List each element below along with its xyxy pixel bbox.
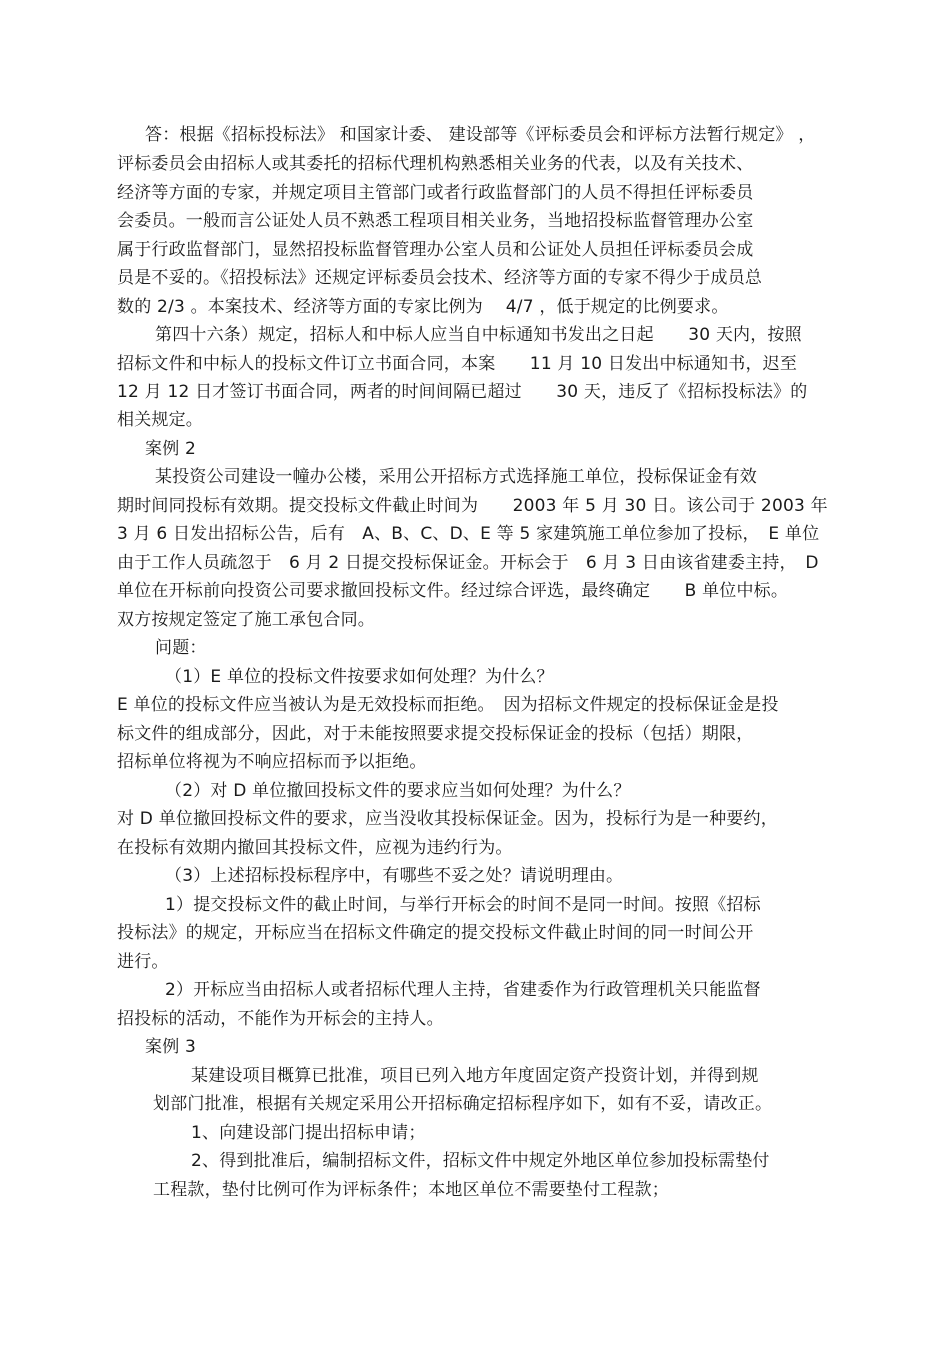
text-line: 2、得到批准后，编制招标文件，招标文件中规定外地区单位参加投标需垫付 xyxy=(191,1151,770,1171)
text-line: 招标文件和中标人的投标文件订立书面合同，本案 11 月 10 日发出中标通知书，迟至 xyxy=(117,354,798,374)
text-line: 数的 2/3 。本案技术、经济等方面的专家比例为 4/7 ，低于规定的比例要求。 xyxy=(117,297,729,317)
text-line: 相关规定。 xyxy=(117,410,203,430)
text-line: 第四十六条）规定，招标人和中标人应当自中标通知书发出之日起 30 天内，按照 xyxy=(155,325,802,345)
text-line: 1）提交投标文件的截止时间，与举行开标会的时间不是同一时间。按照《招标 xyxy=(165,895,761,915)
text-line: 会委员。一般而言公证处人员不熟悉工程项目相关业务，当地招投标监督管理办公室 xyxy=(117,211,754,231)
text-line: 2）开标应当由招标人或者招标代理人主持，省建委作为行政管理机关只能监督 xyxy=(165,980,761,1000)
text-line: 问题： xyxy=(155,638,207,658)
text-line: 答：根据《招标投标法》 和国家计委、 建设部等《评标委员会和评标方法暂行规定》 ， xyxy=(145,125,816,145)
section-heading: 案例 3 xyxy=(145,1037,197,1057)
text-line: 属于行政监督部门，显然招投标监督管理办公室人员和公证处人员担任评标委员会成 xyxy=(117,240,754,260)
text-line: 招标单位将视为不响应招标而予以拒绝。 xyxy=(117,752,427,772)
text-line: 经济等方面的专家，并规定项目主管部门或者行政监督部门的人员不得担任评标委员 xyxy=(117,183,754,203)
text-line: 单位在开标前向投资公司要求撤回投标文件。经过综合评选，最终确定 B 单位中标。 xyxy=(117,581,789,601)
text-line: 某投资公司建设一幢办公楼，采用公开招标方式选择施工单位，投标保证金有效 xyxy=(155,467,757,487)
text-line: 员是不妥的。《招投标法》还规定评标委员会技术、经济等方面的专家不得少于成员总 xyxy=(117,268,763,288)
text-line: 1、向建设部门提出招标申请； xyxy=(191,1123,426,1143)
text-line: 招投标的活动，不能作为开标会的主持人。 xyxy=(117,1009,444,1029)
text-line: 12 月 12 日才签订书面合同，两者的时间间隔已超过 30 天，违反了《招标投标法》的 xyxy=(117,382,808,402)
text-line: 由于工作人员疏忽于 6 月 2 日提交投标保证金。开标会于 6 月 3 日由该省建委主持， D xyxy=(117,553,819,573)
text-line: 划部门批准，根据有关规定采用公开招标确定招标程序如下，如有不妥，请改正。 xyxy=(153,1094,773,1114)
section-heading: 案例 2 xyxy=(145,439,197,459)
text-line: 双方按规定签定了施工承包合同。 xyxy=(117,610,375,630)
text-line: 评标委员会由招标人或其委托的招标代理机构熟悉相关业务的代表，以及有关技术、 xyxy=(117,154,754,174)
text-line: 期时间同投标有效期。提交投标文件截止时间为 2003 年 5 月 30 日。该公司于 2003 年 xyxy=(117,496,828,516)
text-line: 标文件的组成部分，因此，对于未能按照要求提交投标保证金的投标（包括）期限， xyxy=(117,724,754,744)
text-line: 在投标有效期内撤回其投标文件，应视为违约行为。 xyxy=(117,838,513,858)
text-line: E 单位的投标文件应当被认为是无效投标而拒绝。 因为招标文件规定的投标保证金是投 xyxy=(117,695,779,715)
text-line: 3 月 6 日发出招标公告，后有 A、B、C、D、E 等 5 家建筑施工单位参加了投标， E 单位 xyxy=(117,524,820,544)
text-line: 某建设项目概算已批准，项目已列入地方年度固定资产投资计划，并得到规 xyxy=(191,1066,759,1086)
text-line: 对 D 单位撤回投标文件的要求，应当没收其投标保证金。因为，投标行为是一种要约， xyxy=(117,809,778,829)
text-line: 投标法》的规定，开标应当在招标文件确定的提交投标文件截止时间的同一时间公开 xyxy=(117,923,754,943)
text-line: 进行。 xyxy=(117,952,169,972)
question-line: （2）对 D 单位撤回投标文件的要求应当如何处理？为什么？ xyxy=(165,781,631,801)
text-line: 工程款，垫付比例可作为评标条件；本地区单位不需要垫付工程款； xyxy=(153,1180,669,1200)
question-line: （3）上述招标投标程序中，有哪些不妥之处？请说明理由。 xyxy=(165,866,624,886)
question-line: （1）E 单位的投标文件按要求如何处理？为什么？ xyxy=(165,667,554,687)
